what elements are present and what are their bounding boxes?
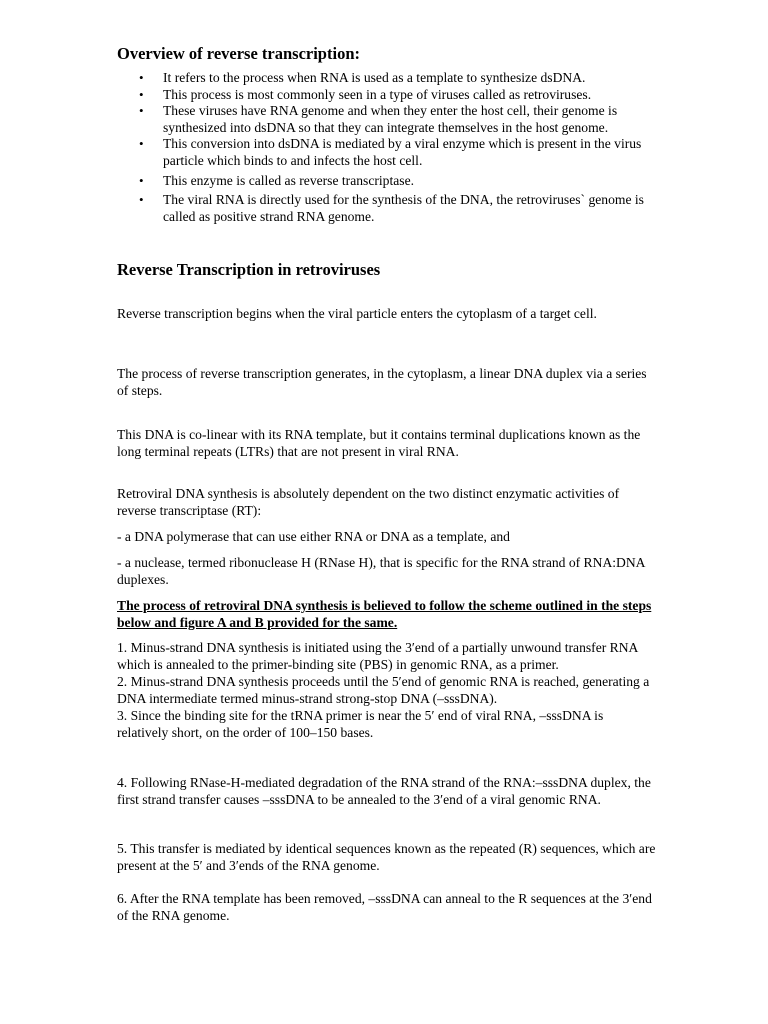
- steps-1-3: [117, 639, 657, 741]
- step-6: 6. After the RNA template has been removed, –sssDNA can anneal to the R sequences at the 3′end of the RNA genome.: [117, 891, 652, 923]
- step-3: 3. Since the binding site for the tRNA primer is near the 5′ end of viral RNA, –sssDNA is relatively short, on the order of 100–150 bases.: [117, 708, 604, 740]
- paragraph-colinear: This DNA is co-linear with its RNA template, but it contains terminal duplications known as the long terminal repeats (LTRs) that are not present in viral RNA.: [117, 427, 641, 459]
- bullet-icon: •: [139, 86, 144, 102]
- bullet-icon: •: [139, 172, 144, 188]
- step-4: 4. Following RNase-H-mediated degradation of the RNA strand of the RNA:–sssDNA duplex, the first strand transfer causes –sssDNA to be annealed to the 3′end of a viral genomic RNA.: [117, 775, 651, 807]
- list-item: • The viral RNA is directly used for the synthesis of the DNA, the retroviruses` genome is called as positive strand RNA genome.: [139, 192, 644, 224]
- bullet-icon: •: [139, 136, 144, 152]
- bullet-icon: •: [139, 192, 144, 208]
- list-item: • This enzyme is called as reverse transcriptase.: [139, 172, 414, 188]
- step-2: 2. Minus-strand DNA synthesis proceeds until the 5′end of genomic RNA is reached, generating a DNA intermediate termed minus-strand strong-stop DNA (–sssDNA).: [117, 674, 650, 706]
- scheme-heading: The process of retroviral DNA synthesis is believed to follow the scheme outlined in the steps below and figure A and B provided for the same.: [117, 598, 652, 630]
- paragraph-polymerase: - a DNA polymerase that can use either RNA or DNA as a template, and: [117, 529, 510, 544]
- list-item: • It refers to the process when RNA is used as a template to synthesize dsDNA.: [139, 70, 586, 85]
- bullet-icon: •: [139, 70, 144, 85]
- bullet-icon: •: [139, 103, 144, 119]
- retroviruses-heading: Reverse Transcription in retroviruses: [117, 260, 381, 279]
- list-item: • These viruses have RNA genome and when they enter the host cell, their genome is synthesized into dsDNA so that they can integrate themselves in the host genome.: [139, 103, 618, 135]
- list-item: • This process is most commonly seen in a type of viruses called as retroviruses.: [139, 86, 592, 102]
- overview-heading: Overview of reverse transcription:: [117, 44, 360, 63]
- paragraph-start: Reverse transcription begins when the viral particle enters the cytoplasm of a target cell.: [117, 306, 597, 321]
- step-5: 5. This transfer is mediated by identical sequences known as the repeated (R) sequences, which are present at the 5′ and 3′ends of the RNA genome.: [117, 841, 656, 873]
- paragraph-nuclease: - a nuclease, termed ribonuclease H (RNase H), that is specific for the RNA strand of RNA:DNA duplexes.: [117, 555, 645, 587]
- paragraph-dependence: Retroviral DNA synthesis is absolutely dependent on the two distinct enzymatic activities of reverse transcriptase (RT):: [117, 486, 620, 518]
- step-1: 1. Minus-strand DNA synthesis is initiated using the 3′end of a partially unwound transfer RNA which is annealed to the primer-binding site (PBS) in genomic RNA, as a primer.: [117, 640, 638, 672]
- list-item: • This conversion into dsDNA is mediated by a viral enzyme which is present in the virus particle which binds to and infects the host cell.: [139, 136, 642, 168]
- paragraph-process: The process of reverse transcription generates, in the cytoplasm, a linear DNA duplex via a series of steps.: [117, 366, 647, 398]
- overview-bullet-list: [117, 70, 657, 225]
